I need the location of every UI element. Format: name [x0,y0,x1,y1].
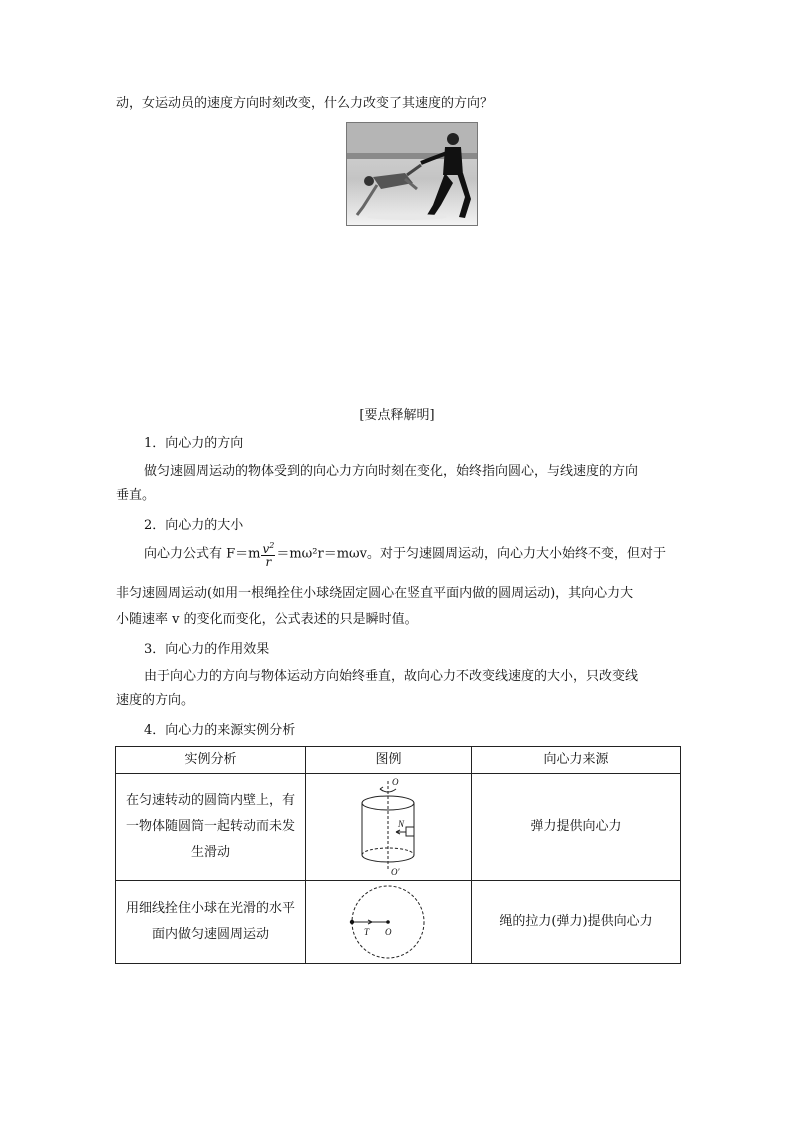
point-4-heading: 4．向心力的来源实例分析 [144,723,296,738]
rotating-cylinder-diagram [344,777,434,877]
table-row [116,774,681,881]
point-3-line-2: 速度的方向。 [116,693,195,708]
point-1-heading: 1．向心力的方向 [144,436,244,451]
point-1-line-1: 做匀速圆周运动的物体受到的向心力方向时刻在变化，始终指向圆心，与线速度的方向 [144,464,639,479]
ball-on-string-diagram [344,882,434,962]
axis-bottom-label: O′ [390,867,399,877]
header-figure: 图例 [306,747,472,774]
section-title: [要点释解明] [359,408,435,423]
tension-label-t: T [363,927,369,937]
header-source: 向心力来源 [472,747,681,774]
axis-top-label: O [391,777,398,787]
point-1-line-2: 垂直。 [116,488,156,503]
row-1-example [116,774,306,881]
header-example: 实例分析 [116,747,306,774]
row-1-example-text: 在匀速转动的圆筒内壁上，有一物体随圆筒一起转动而未发生滑动 [125,793,295,860]
formula-fraction [261,540,275,568]
formula-numerator: $v^2$ [262,541,275,556]
centripetal-source-table [115,746,681,964]
row-1-source: 弹力提供向心力 [472,774,681,881]
point-3-line-1: 由于向心力的方向与物体运动方向始终垂直，故向心力不改变线速度的大小，只改变线 [144,669,639,684]
intro-question: 动，女运动员的速度方向时刻改变，什么力改变了其速度的方向？ [116,96,494,111]
row-2-example-text: 用细线拴住小球在光滑的水平面内做匀速圆周运动 [125,901,295,942]
row-2-source: 绳的拉力(弹力)提供向心力 [472,881,681,964]
point-2-heading: 2．向心力的大小 [144,518,244,533]
formula-denominator: r [265,555,272,569]
point-2-line-2: 小随速率 v 的变化而变化，公式表述的只是瞬时值。 [116,612,418,627]
figure-skating-photo [346,122,478,226]
point-2-formula-line [144,540,666,569]
formula-suffix: ＝mω²r＝mωv。对于匀速圆周运动，向心力大小始终不变，但对于 [276,546,666,562]
table-row [116,881,681,964]
center-label-o: O [384,927,391,937]
point-3-heading: 3．向心力的作用效果 [144,642,270,657]
force-label-n: N [397,819,404,829]
row-1-figure [306,774,472,881]
row-2-figure [306,881,472,964]
point-2-line-1: 非匀速圆周运动(如用一根绳拴住小球绕固定圆心在竖直平面内做的圆周运动)，其向心力大 [116,586,634,601]
table-header-row [116,747,681,774]
formula-prefix: 向心力公式有 F＝m [144,546,261,562]
row-2-example [116,881,306,964]
